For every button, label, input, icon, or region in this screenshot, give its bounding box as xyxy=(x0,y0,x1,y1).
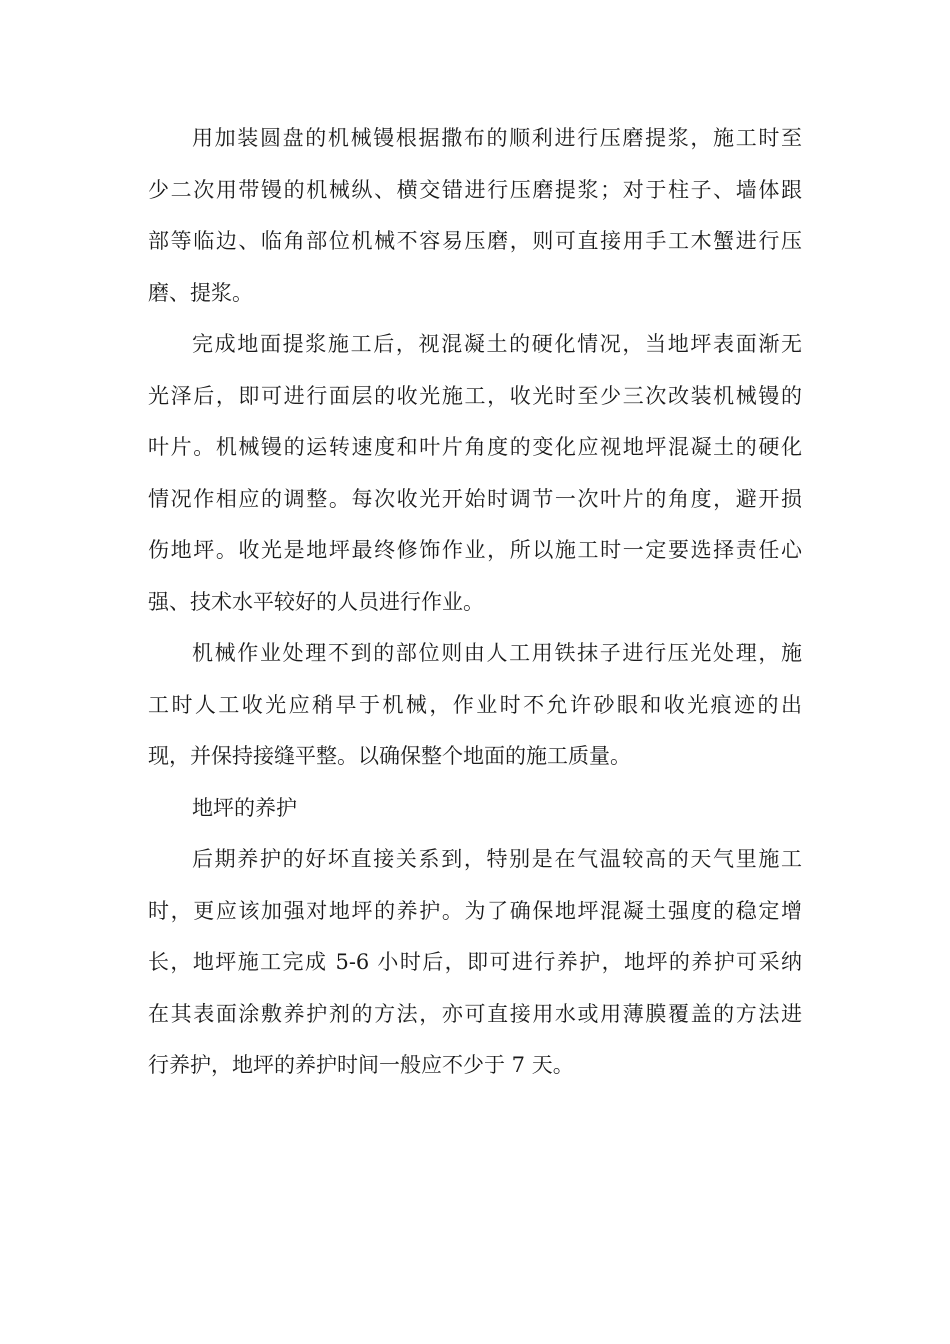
paragraph-line: 工时人工收光应稍早于机械，作业时不允许砂眼和收光痕迹的出 xyxy=(148,692,802,717)
paragraph-line: 光泽后，即可进行面层的收光施工，收光时至少三次改装机械镘的 xyxy=(148,383,802,408)
paragraph-line: 后期养护的好坏直接关系到，特别是在气温较高的天气里施工 xyxy=(192,847,802,871)
paragraph-line: 机械作业处理不到的部位则由人工用铁抹子进行压光处理，施 xyxy=(192,641,802,665)
paragraph-line: 叶片。机械镘的运转速度和叶片角度的变化应视地坪混凝土的硬化 xyxy=(148,435,802,459)
paragraph-line: 情况作相应的调整。每次收光开始时调节一次叶片的角度，避开损 xyxy=(148,486,802,511)
paragraph-3 xyxy=(148,628,802,783)
paragraph-line: 部等临边、临角部位机械不容易压磨，则可直接用手工木蟹进行压 xyxy=(148,229,802,253)
paragraph-line: 现，并保持接缝平整。以确保整个地面的施工质量。 xyxy=(148,744,631,768)
paragraph-line: 伤地坪。收光是地坪最终修饰作业，所以施工时一定要选择责任心 xyxy=(148,538,802,562)
paragraph-line: 强、技术水平较好的人员进行作业。 xyxy=(148,589,484,614)
paragraph-line: 在其表面涂敷养护剂的方法，亦可直接用水或用薄膜覆盖的方法进 xyxy=(148,1001,802,1026)
paragraph-2 xyxy=(148,319,802,628)
paragraph-line: 完成地面提浆施工后，视混凝土的硬化情况，当地坪表面渐无 xyxy=(192,332,802,356)
paragraph-1 xyxy=(148,113,802,319)
paragraph-line: 少二次用带镘的机械纵、横交错进行压磨提浆；对于柱子、墙体跟 xyxy=(148,177,802,202)
section-heading xyxy=(148,783,802,835)
document-body xyxy=(148,113,802,1092)
paragraph-line: 用加装圆盘的机械镘根据撒布的顺利进行压磨提浆，施工时至 xyxy=(192,126,802,150)
paragraph-line: 行养护，地坪的养护时间一般应不少于 7 天。 xyxy=(148,1053,574,1077)
paragraph-line: 磨、提浆。 xyxy=(148,280,253,305)
paragraph-line: 时，更应该加强对地坪的养护。为了确保地坪混凝土强度的稳定增 xyxy=(148,898,802,923)
paragraph-4 xyxy=(148,834,802,1092)
paragraph-line: 长，地坪施工完成 5-6 小时后，即可进行养护，地坪的养护可采纳 xyxy=(148,950,802,974)
section-heading-text: 地坪的养护 xyxy=(192,795,297,820)
